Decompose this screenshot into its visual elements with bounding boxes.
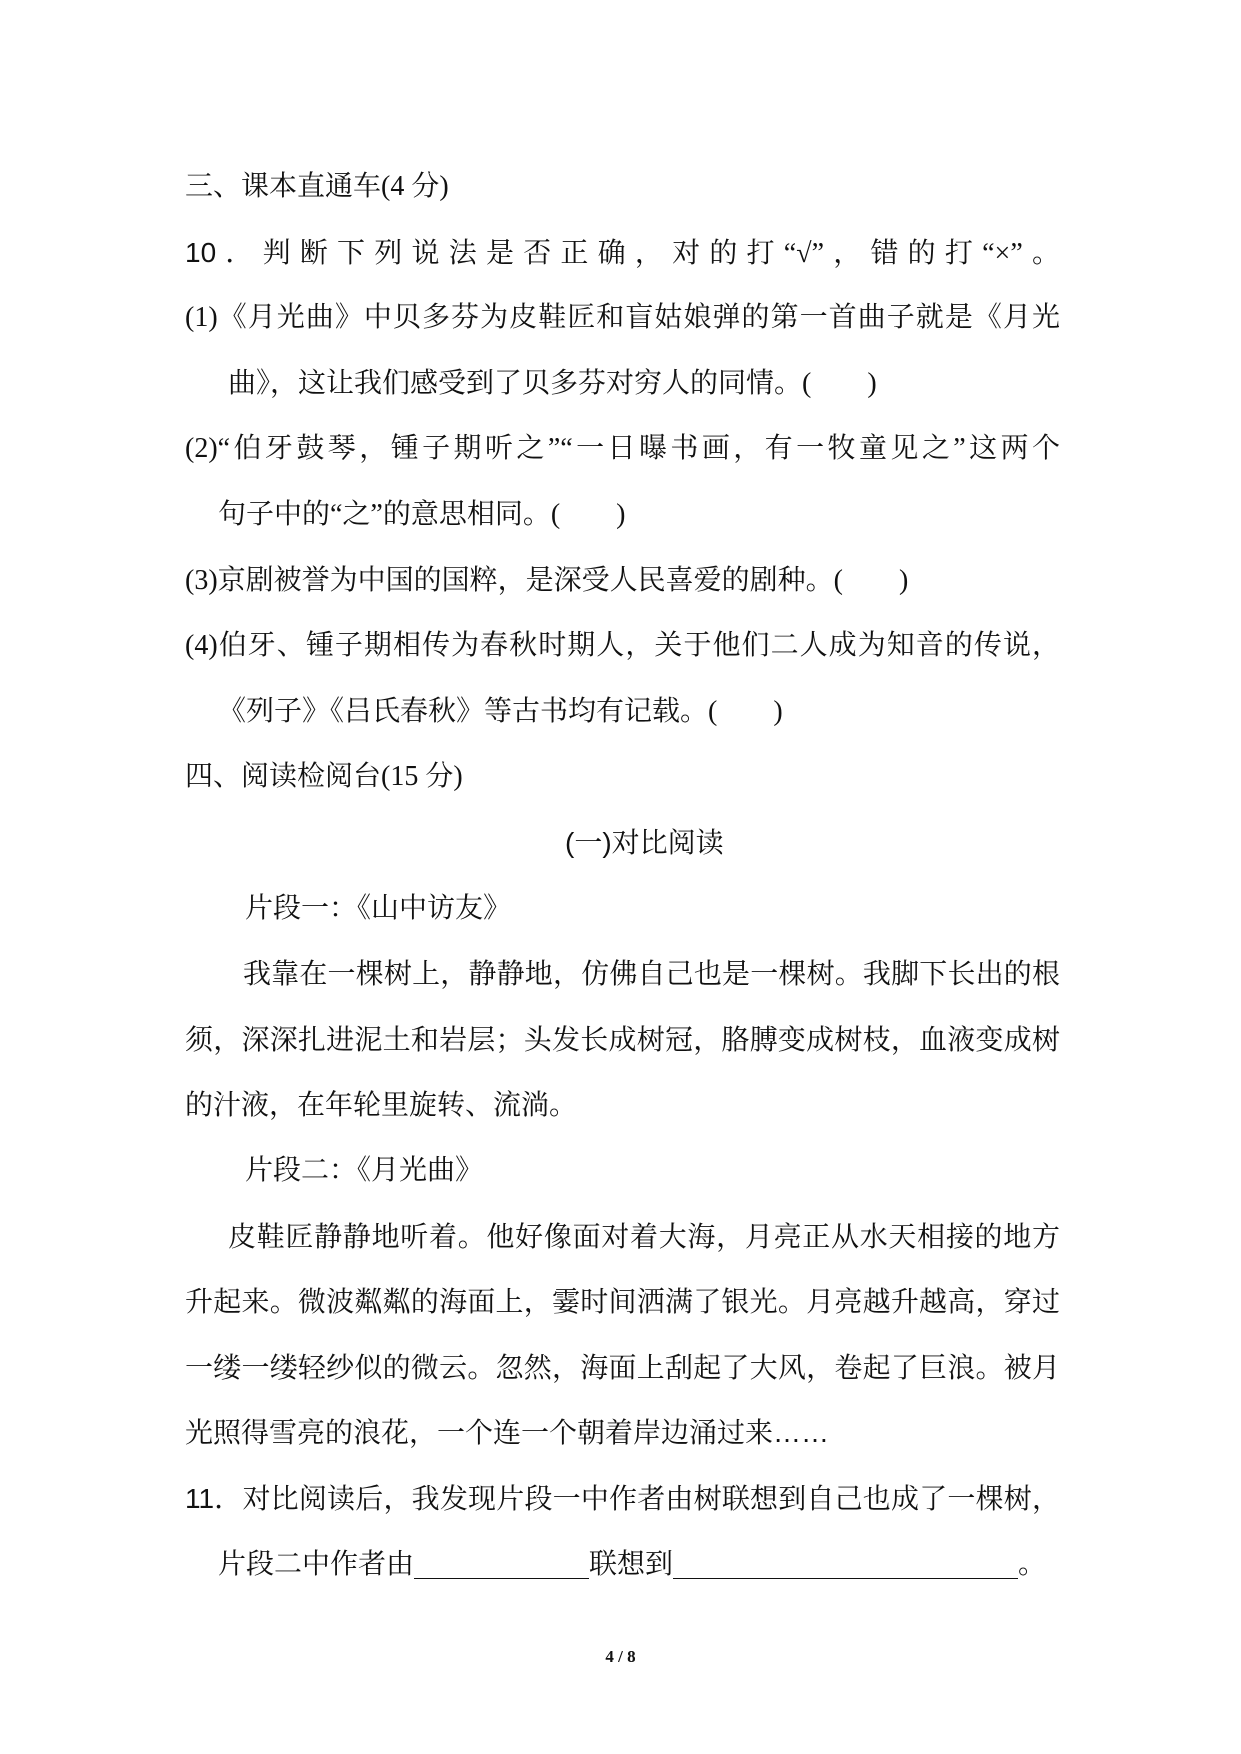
q10-item-2-text: 句子中的“之”的意思相同。 xyxy=(218,499,551,530)
q10-item-2-answer-blank[interactable]: ( ) xyxy=(550,499,626,530)
excerpt-2-line-1: 皮鞋匠静静地听着。他好像面对着大海，月亮正从水天相接的地方 xyxy=(228,1221,1060,1252)
question-11-line-1 xyxy=(185,1466,1060,1532)
q10-item-2-line-1: (2)“伯牙鼓琴，锺子期听之”“一日曝书画，有一牧童见之”这两个 xyxy=(185,433,1060,464)
excerpt-1-label: 片段一：《山中访友》 xyxy=(245,893,512,924)
q10-item-1-text: 曲》，这让我们感受到了贝多芬对穷人的同情。 xyxy=(228,368,803,399)
excerpt-2-label: 片段二：《月光曲》 xyxy=(245,1155,484,1186)
q10-item-1-line-1: (1)《月光曲》中贝多芬为皮鞋匠和盲姑娘弹的第一首曲子就是《月光 xyxy=(185,302,1060,333)
question-11-number: 11． xyxy=(185,1483,243,1514)
question-11-answer-blank-1[interactable] xyxy=(414,1548,589,1579)
question-11-text: 对比阅读后，我发现片段一中作者由树联想到自己也成了一棵树， xyxy=(242,1483,1060,1514)
q10-item-1-line-2 xyxy=(228,351,877,417)
q10-item-3-line-1 xyxy=(185,548,908,614)
q10-item-4-text: 《列子》《吕氏春秋》等古书均有记载。 xyxy=(218,696,709,727)
q10-item-1-answer-blank[interactable]: ( ) xyxy=(802,368,877,399)
excerpt-2-line-2: 升起来。微波粼粼的海面上，霎时间洒满了银光。月亮越升越高，穿过 xyxy=(185,1286,1060,1317)
section-three-heading: 三、课本直通车(4 分) xyxy=(185,171,449,202)
question-11-line-2 xyxy=(218,1532,1046,1598)
question-11-prompt-before: 片段二中作者由 xyxy=(218,1549,415,1580)
excerpt-2-line-4: 光照得雪亮的浪花，一个连一个朝着岸边涌过来…… xyxy=(185,1417,830,1448)
excerpt-2-line-3: 一缕一缕轻纱似的微云。忽然，海面上刮起了大风，卷起了巨浪。被月 xyxy=(185,1352,1060,1383)
question-10-number: 10． xyxy=(185,237,263,268)
question-10-text: 判断下列说法是否正确，对的打“√”，错的打“×”。 xyxy=(262,238,1060,269)
excerpt-1-line-1: 我靠在一棵树上，静静地，仿佛自己也是一棵树。我脚下长出的根 xyxy=(243,958,1060,989)
excerpt-1-line-2: 须，深深扎进泥土和岩层；头发长成树冠，胳膊变成树枝，血液变成树 xyxy=(185,1024,1060,1055)
q10-item-3-text: (3)京剧被誉为中国的国粹，是深受人民喜爱的剧种。 xyxy=(185,565,834,596)
q10-item-4-line-1: (4)伯牙、锺子期相传为春秋时期人，关于他们二人成为知音的传说， xyxy=(185,630,1060,661)
question-11-prompt-middle: 联想到 xyxy=(589,1549,674,1580)
q10-item-4-answer-blank[interactable]: ( ) xyxy=(708,696,783,727)
excerpt-1-line-3: 的汁液，在年轮里旋转、流淌。 xyxy=(185,1089,578,1120)
q10-item-4-line-2 xyxy=(218,679,783,745)
section-four-heading: 四、阅读检阅台(15 分) xyxy=(185,761,463,792)
page-number: 4 / 8 xyxy=(605,1647,636,1666)
question-11-prompt-end: 。 xyxy=(1018,1549,1047,1580)
question-10-stem xyxy=(185,220,1060,286)
q10-item-3-answer-blank[interactable]: ( ) xyxy=(833,565,909,596)
reading-one-title: (一)对比阅读 xyxy=(565,827,724,858)
question-11-answer-blank-2[interactable] xyxy=(673,1548,1018,1579)
q10-item-2-line-2 xyxy=(218,482,626,548)
